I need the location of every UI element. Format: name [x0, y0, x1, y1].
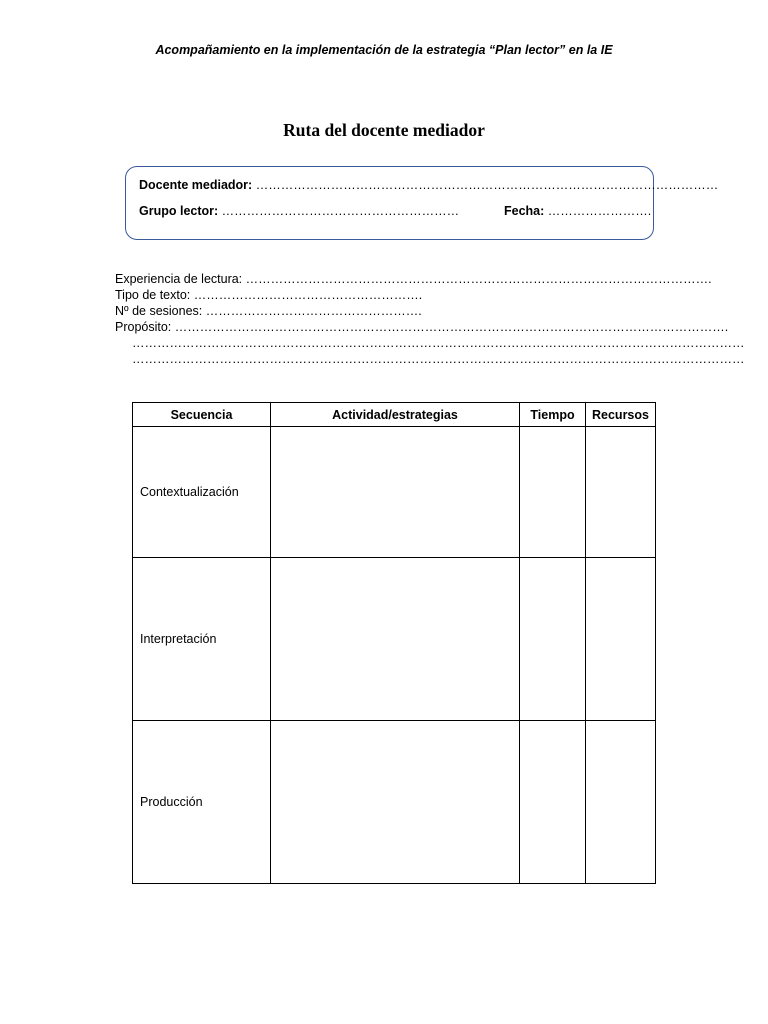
proposito-continuation-1: …………………………………………………………………………………………………………………………………	[132, 336, 745, 350]
document-header: Acompañamiento en la implementación de la estrategia “Plan lector” en la IE	[155, 43, 613, 57]
docente-label: Docente mediador:	[139, 178, 253, 192]
table-row	[133, 721, 656, 884]
row-interpretacion: Interpretación	[133, 558, 271, 721]
proposito-continuation-2: …………………………………………………………………………………………………………………………………	[132, 352, 745, 366]
page-title: Ruta del docente mediador	[283, 120, 485, 140]
proposito-line: Propósito: …………………………………………………………………………………………………………………….	[115, 320, 729, 334]
tiempo-cell	[520, 558, 586, 721]
table-row	[133, 427, 656, 558]
table-row	[133, 558, 656, 721]
grupo-line	[139, 204, 459, 218]
docente-fill-line: …………………………………………………………………………………………………	[255, 178, 719, 192]
recursos-cell	[586, 721, 656, 884]
recursos-cell	[586, 427, 656, 558]
actividad-cell	[271, 721, 520, 884]
header-actividad: Actividad/estrategias	[271, 403, 520, 427]
actividad-cell	[271, 427, 520, 558]
table-header-row	[133, 403, 656, 427]
row-produccion: Producción	[133, 721, 271, 884]
header-tiempo: Tiempo	[520, 403, 586, 427]
tiempo-cell	[520, 721, 586, 884]
teacher-info-box	[125, 166, 719, 240]
grupo-fill-line: …………………………………………………	[221, 204, 460, 218]
experiencia-line: Experiencia de lectura: ………………………………………………………………………………………………….	[115, 272, 712, 286]
sequence-table	[132, 402, 656, 884]
docente-line	[139, 178, 718, 192]
recursos-cell	[586, 558, 656, 721]
tiempo-cell	[520, 427, 586, 558]
fecha-fill-line: …………………….	[547, 204, 652, 218]
sesiones-line: Nº de sesiones: …………………………………………….	[115, 304, 422, 318]
actividad-cell	[271, 558, 520, 721]
header-secuencia: Secuencia	[133, 403, 271, 427]
grupo-label: Grupo lector:	[139, 204, 219, 218]
fecha-line	[504, 204, 651, 218]
fecha-label: Fecha:	[504, 204, 545, 218]
header-recursos: Recursos	[586, 403, 656, 427]
tipo-texto-line: Tipo de texto: ……………………………………………….	[115, 288, 423, 302]
row-contextualizacion: Contextualización	[133, 427, 271, 558]
